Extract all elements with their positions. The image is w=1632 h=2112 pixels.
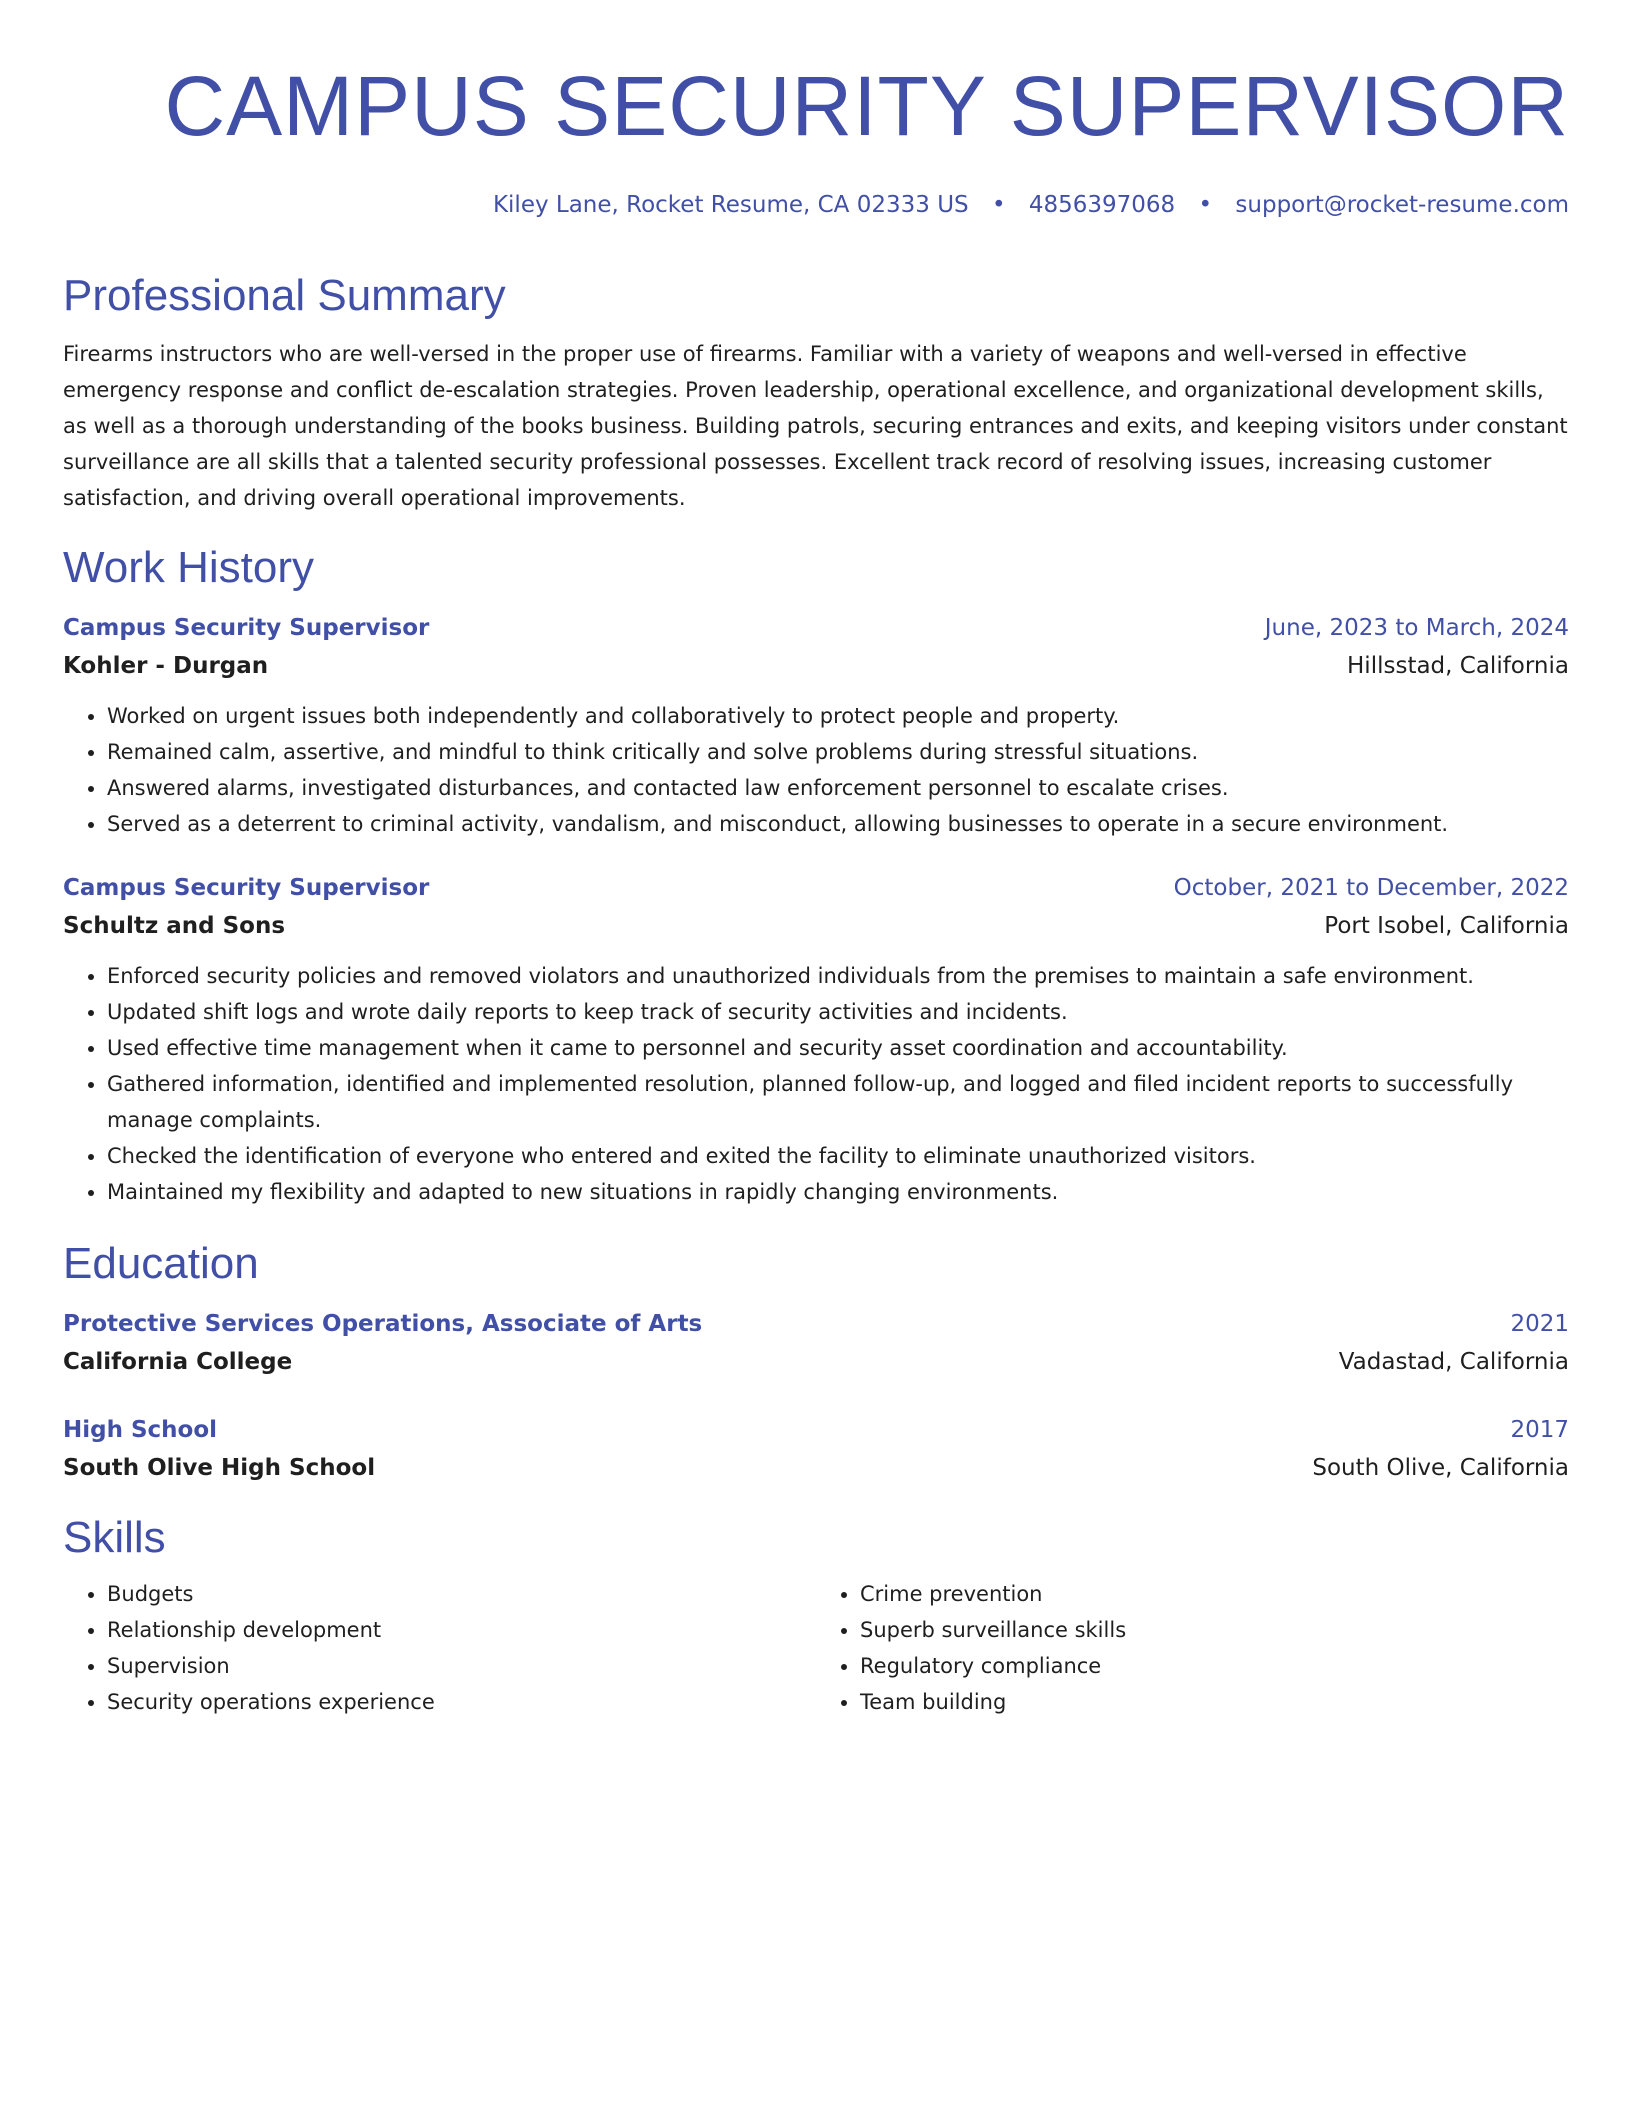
summary-text: Firearms instructors who are well-versed in the proper use of firearms. Familiar with a variety of weapons and well-versed in effective emergency response and conflict de-escalation strategies. Proven leadership, operational excellence, and organizational development skills, as well as a thorough understanding of the books business. Building patrols, securing entrances and exits, and keeping visitors under constant surveillance are all skills that a talented security professional possesses. Excellent track record of resolving issues, increasing customer satisfaction, and driving overall operational improvements. bbox=[63, 342, 1568, 510]
list-item: • Team building bbox=[860, 1684, 1569, 1720]
list-item: • Gathered information, identified and implemented resolution, planned follow-up, and logged and filed incident reports to successfully manage complaints. bbox=[107, 1066, 1569, 1138]
job-company: Kohler - Durgan bbox=[63, 653, 269, 679]
resume-title: CAMPUS SECURITY SUPERVISOR bbox=[164, 59, 1569, 153]
list-item: • Relationship development bbox=[107, 1612, 816, 1648]
education-school: South Olive High School bbox=[63, 1455, 376, 1481]
skills-list-right bbox=[816, 1576, 1569, 1720]
job-location: Port Isobel, California bbox=[1324, 913, 1569, 939]
job-title: Campus Security Supervisor bbox=[63, 875, 430, 901]
education-school: California College bbox=[63, 1349, 293, 1375]
skills-heading: Skills bbox=[63, 1513, 166, 1562]
job-entry bbox=[63, 610, 1569, 842]
list-item: • Checked the identification of everyone who entered and exited the facility to eliminate unauthorized visitors. bbox=[107, 1138, 1569, 1174]
education-location: Vadastad, California bbox=[1338, 1349, 1569, 1375]
contact-line bbox=[63, 190, 1569, 220]
list-item: • Security operations experience bbox=[107, 1684, 816, 1720]
job-title: Campus Security Supervisor bbox=[63, 615, 430, 641]
education-location: South Olive, California bbox=[1312, 1455, 1569, 1481]
education-entry bbox=[63, 1306, 1569, 1382]
list-item: • Remained calm, assertive, and mindful to think critically and solve problems during stressful situations. bbox=[107, 734, 1569, 770]
education-heading: Education bbox=[63, 1239, 259, 1288]
list-item: • Updated shift logs and wrote daily reports to keep track of security activities and incidents. bbox=[107, 994, 1569, 1030]
job-dates: October, 2021 to December, 2022 bbox=[1173, 875, 1569, 901]
list-item: • Budgets bbox=[107, 1576, 816, 1612]
skills-list-left bbox=[63, 1576, 816, 1720]
list-item: • Superb surveillance skills bbox=[860, 1612, 1569, 1648]
education-degree: High School bbox=[63, 1417, 218, 1443]
list-item: • Regulatory compliance bbox=[860, 1648, 1569, 1684]
work-history-heading: Work History bbox=[63, 543, 314, 592]
list-item: • Answered alarms, investigated disturbances, and contacted law enforcement personnel to escalate crises. bbox=[107, 770, 1569, 806]
skills-grid bbox=[63, 1576, 1569, 1720]
summary-heading: Professional Summary bbox=[63, 271, 506, 320]
list-item: • Supervision bbox=[107, 1648, 816, 1684]
education-entry bbox=[63, 1412, 1569, 1488]
list-item: • Used effective time management when it came to personnel and security asset coordination and accountability. bbox=[107, 1030, 1569, 1066]
contact-email: support@rocket-resume.com bbox=[1235, 192, 1569, 218]
bullet-separator: • bbox=[991, 192, 1006, 218]
job-dates: June, 2023 to March, 2024 bbox=[1264, 615, 1569, 641]
list-item: • Worked on urgent issues both independently and collaboratively to protect people and property. bbox=[107, 698, 1569, 734]
contact-phone: 4856397068 bbox=[1028, 192, 1176, 218]
list-item: • Crime prevention bbox=[860, 1576, 1569, 1612]
list-item: • Enforced security policies and removed violators and unauthorized individuals from the premises to maintain a safe environment. bbox=[107, 958, 1569, 994]
job-entry bbox=[63, 870, 1569, 1210]
education-degree: Protective Services Operations, Associate of Arts bbox=[63, 1311, 703, 1337]
list-item: • Served as a deterrent to criminal activity, vandalism, and misconduct, allowing businesses to operate in a secure environment. bbox=[107, 806, 1569, 842]
education-year: 2017 bbox=[1510, 1417, 1569, 1443]
job-bullet-list bbox=[63, 958, 1569, 1210]
contact-address: Kiley Lane, Rocket Resume, CA 02333 US bbox=[492, 192, 969, 218]
list-item: • Maintained my flexibility and adapted to new situations in rapidly changing environments. bbox=[107, 1174, 1569, 1210]
job-location: Hillsstad, California bbox=[1347, 653, 1569, 679]
education-year: 2021 bbox=[1510, 1311, 1569, 1337]
job-company: Schultz and Sons bbox=[63, 913, 286, 939]
job-bullet-list bbox=[63, 698, 1569, 842]
bullet-separator: • bbox=[1198, 192, 1213, 218]
